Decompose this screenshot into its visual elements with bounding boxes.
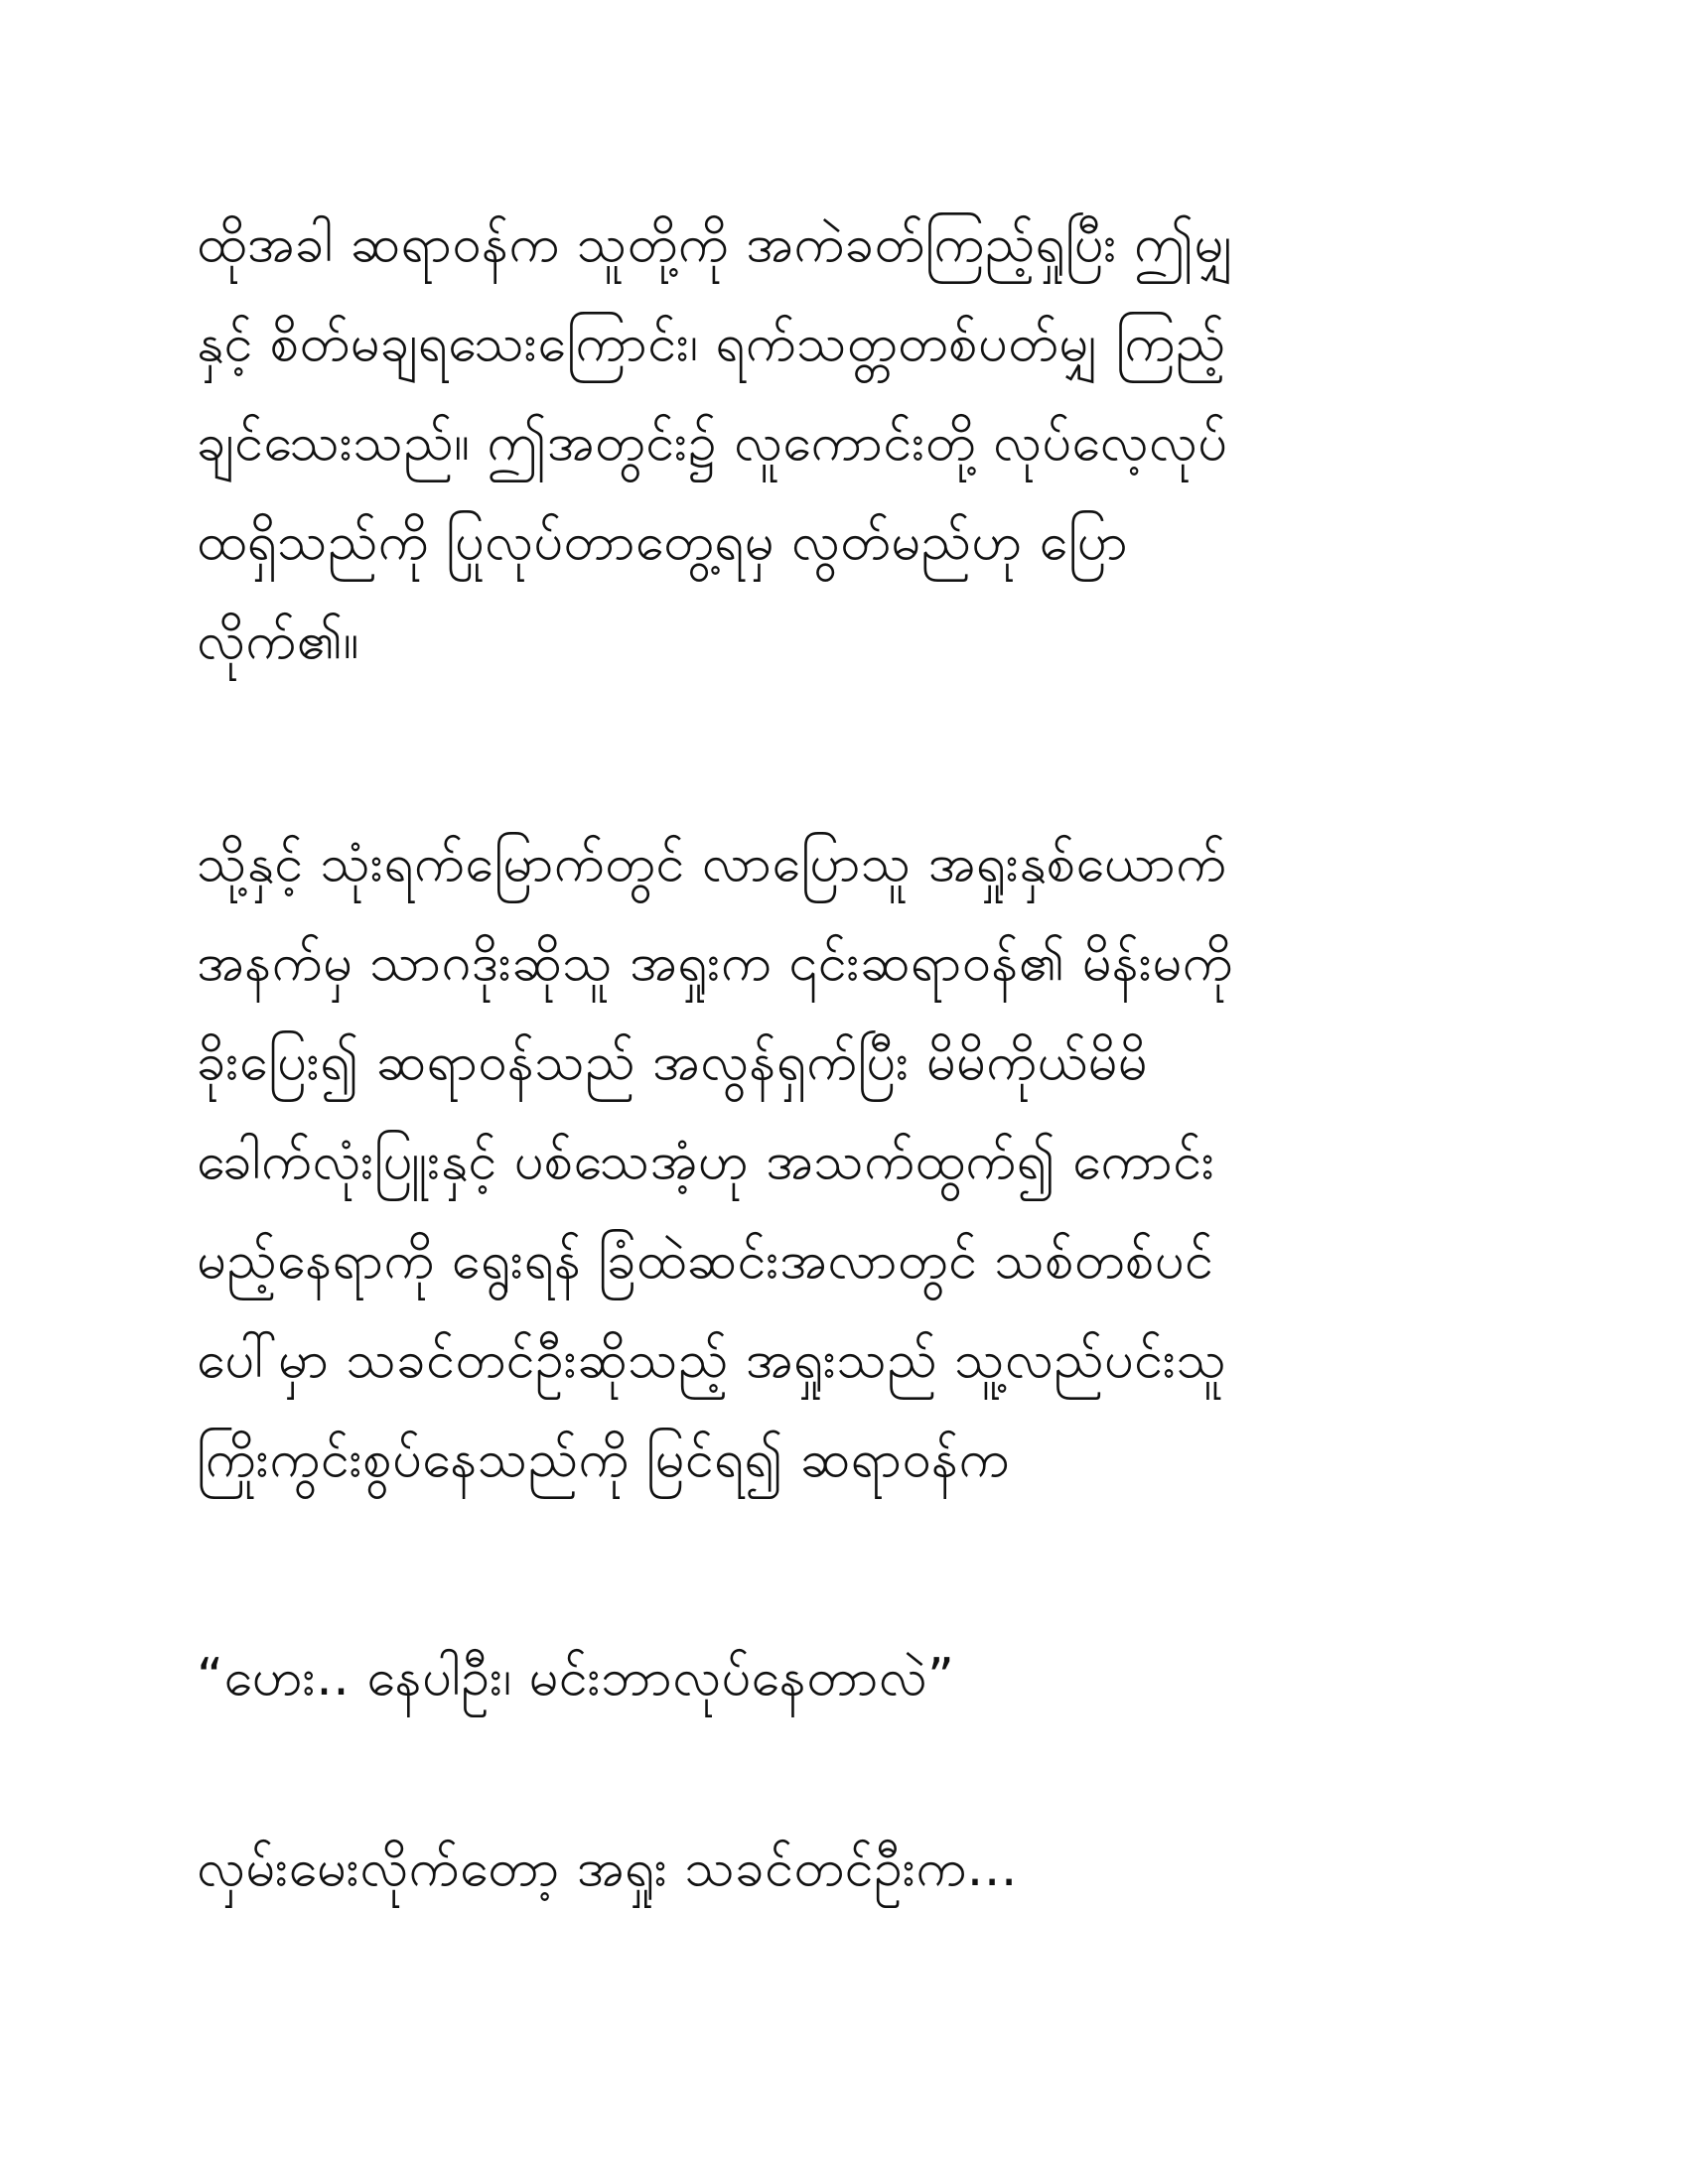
paragraph-spacer [197,691,1507,814]
text-line: ချင်သေးသည်။ ဤအတွင်း၌ လူကောင်းတို့ လုပ်လေ့လုပ် [197,413,1228,473]
text-line: ပေါ်မှာ သခင်တင်ဦးဆိုသည့် အရှုးသည် သူ့လည်ပင်းသူ [197,1330,1227,1390]
text-line: မည့်နေရာကို ရွေးရန် ခြံထဲဆင်းအလာတွင် သစ်တစ်ပင် [197,1231,1214,1291]
text-line: သို့နှင့် သုံးရက်မြောက်တွင် လာပြောသူ အရှုးနှစ်ယောက် [197,834,1227,893]
paragraph-spacer [197,1727,1507,1819]
text-line: ခေါက်လုံးပြူးနှင့် ပစ်သေအံ့ဟု အသက်ထွက်၍ ကောင်း [197,1132,1215,1191]
text-line: ထိုအခါ ဆရာဝန်က သူတို့ကို အကဲခတ်ကြည့်ရှုပြီး ဤမျှ [197,214,1234,274]
text-line: ကြိုးကွင်းစွပ်နေသည်ကို မြင်ရ၍ ဆရာဝန်က [197,1430,1010,1489]
paragraph-2 [197,814,1507,1509]
document-page [197,195,1507,1918]
text-line: ခိုးပြေး၍ ဆရာဝန်သည် အလွန်ရှက်ပြီး မိမိကိုယ်မိမိ [197,1032,1148,1092]
dialogue-line: “ဟေး.. နေပါဦး၊ မင်းဘာလုပ်နေတာလဲ” [197,1648,955,1707]
text-line: ထရှိသည်ကို ပြုလုပ်တာတွေ့ရမှ လွတ်မည်ဟု ပြော [197,512,1129,572]
paragraph-1 [197,195,1507,691]
text-line: လှမ်းမေးလိုက်တော့ အရှုး သခင်တင်ဦးက... [197,1839,1018,1898]
paragraph-spacer [197,1509,1507,1628]
text-line: လိုက်၏။ [197,612,359,671]
text-line: နှင့် စိတ်မချရသေးကြောင်း၊ ရက်သတ္တတစ်ပတ်မျှ ကြည့် [197,314,1226,373]
paragraph-4 [197,1819,1507,1918]
text-line: အနက်မှ သာဂဒိုးဆိုသူ အရှုးက ၎င်းဆရာဝန်၏ မိန်းမကို [197,933,1234,993]
paragraph-3 [197,1628,1507,1727]
